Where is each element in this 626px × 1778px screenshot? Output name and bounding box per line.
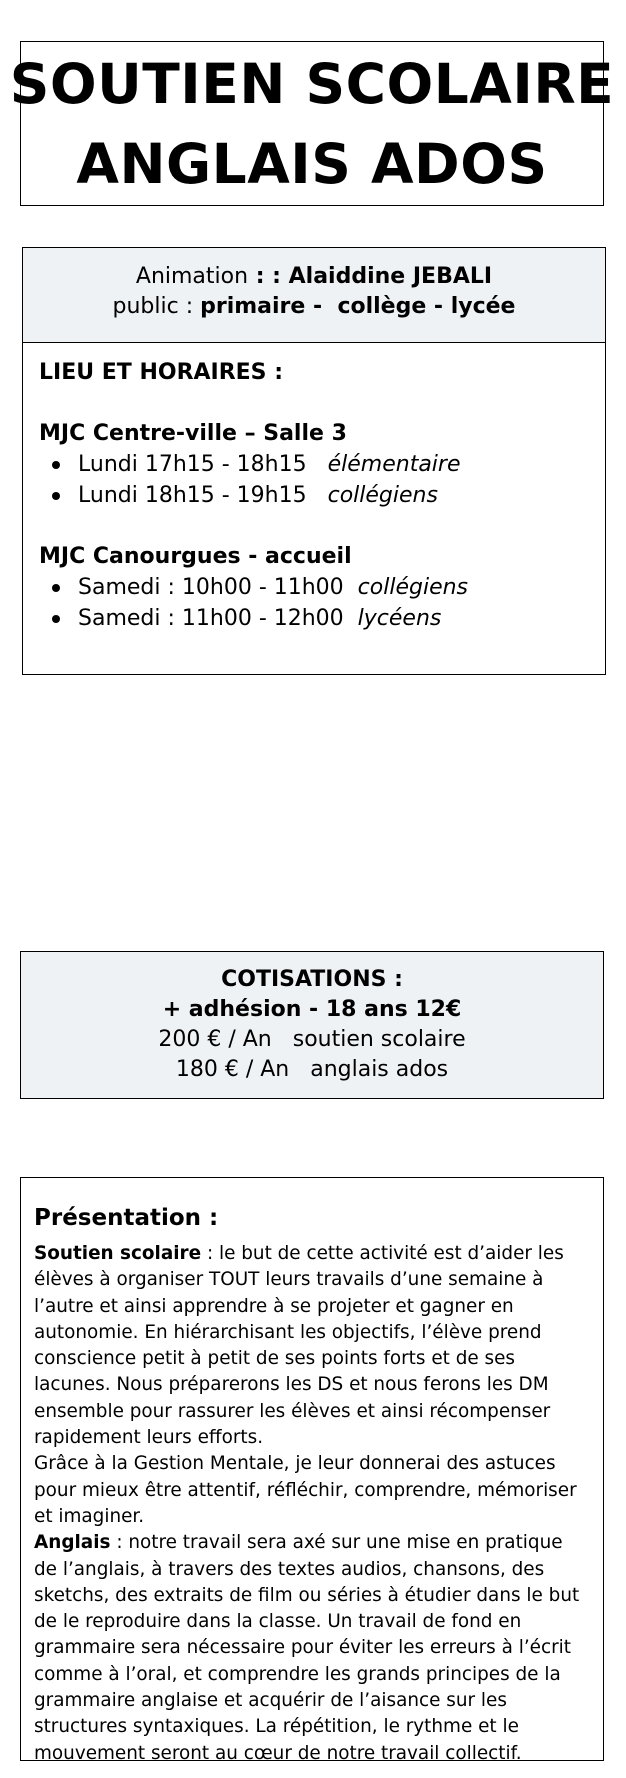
session-time: Lundi 18h15 - 19h15: [78, 483, 328, 508]
session-level: collégiens: [327, 483, 438, 508]
paragraph-label: Soutien scolaire: [34, 1243, 202, 1264]
venue-name: MJC Canourgues - accueil: [39, 544, 352, 569]
presentation-text: [34, 1241, 590, 1767]
animator-name: Alaiddine JEBALI: [288, 264, 493, 289]
page-title-line-2: ANGLAIS ADOS: [76, 131, 548, 196]
page-title-line-1: SOUTIEN SCOLAIRE: [9, 51, 615, 116]
session-level: lycéens: [357, 606, 442, 631]
presentation-heading: Présentation :: [34, 1205, 219, 1231]
session-time: Lundi 17h15 - 18h15: [78, 452, 328, 477]
schedule-heading: LIEU ET HORAIRES :: [39, 360, 283, 385]
public-value: primaire - collège - lycée: [200, 294, 516, 319]
membership-fee: + adhésion - 18 ans 12€: [162, 997, 462, 1022]
presentation-box: [20, 1177, 604, 1764]
paragraph-body: : notre travail sera axé sur une mise en pratique de l’anglais, à travers des textes audios, chansons, des sketchs, des extraits de film ou séries à étudier dans le but de le reproduire dans la classe. Un travail de fond en grammaire sera nécessaire pour éviter les erreurs à l’écrit comme à l’oral, et comprendre les grands principes de la grammaire anglaise et acquérir de l’aisance sur les structures syntaxiques. La répétition, le rythme et le mouvement seront au cœur de notre travail collectif.: [34, 1532, 580, 1764]
session-list: [39, 449, 605, 511]
animation-label: Animation: [135, 264, 249, 289]
session-item: [39, 480, 605, 511]
public-label: public :: [112, 294, 201, 319]
session-list: [39, 572, 605, 634]
public-line: [23, 292, 605, 322]
schedule-body: [23, 343, 605, 634]
fee-line: 180 € / An anglais ados: [175, 1057, 449, 1082]
animation-line: [23, 262, 605, 292]
session-level: élémentaire: [327, 452, 461, 477]
paragraph-anglais: [34, 1530, 590, 1767]
venue-name: MJC Centre-ville – Salle 3: [39, 421, 347, 446]
fees-box: [20, 951, 604, 1099]
animation-separator: : :: [248, 264, 289, 289]
paragraph-label: Anglais: [34, 1532, 111, 1554]
title-box: [9, 41, 615, 206]
session-time: Samedi : 11h00 - 12h00: [78, 606, 358, 631]
paragraph-body: : le but de cette activité est d’aider les élèves à organiser TOUT leurs travails d’une semaine à l’autre et ainsi apprendre à se projeter et gagner en autonomie. En hiérarchisant les objectifs, l’élève prend conscience petit à petit de ses points forts et de ses lacunes. Nous préparerons les DS et nous ferons les DM ensemble pour rassurer les élèves et ainsi récompenser rapidement leurs efforts.: [34, 1243, 564, 1449]
bullet-icon: [52, 492, 60, 500]
schedule-box: [22, 247, 606, 675]
fee-line: 200 € / An soutien scolaire: [158, 1027, 466, 1052]
paragraph-soutien: [34, 1241, 590, 1451]
session-item: [39, 603, 605, 634]
session-item: [39, 449, 605, 480]
fees-heading: COTISATIONS :: [221, 967, 403, 992]
session-time: Samedi : 10h00 - 11h00: [78, 575, 358, 600]
bullet-icon: [52, 615, 60, 623]
session-item: [39, 572, 605, 603]
bullet-icon: [52, 461, 60, 469]
info-header: [23, 248, 605, 343]
bullet-icon: [52, 584, 60, 592]
paragraph-gestion-mentale: Grâce à la Gestion Mentale, je leur donnerai des astuces pour mieux être attentif, réfléchir, comprendre, mémoriser et imaginer.: [34, 1453, 577, 1527]
session-level: collégiens: [357, 575, 469, 600]
